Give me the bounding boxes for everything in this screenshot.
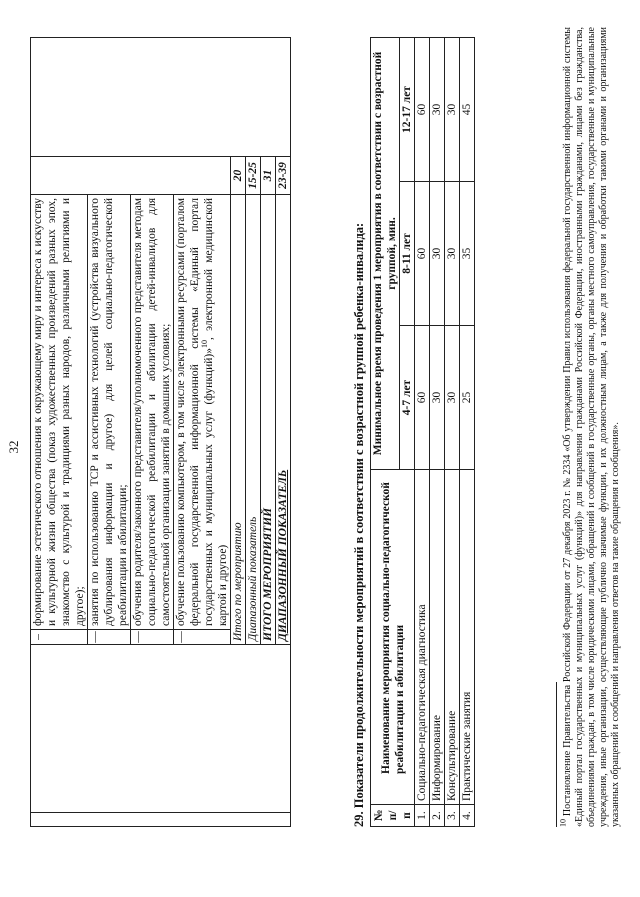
summary-value: 23-39 (276, 157, 291, 195)
num-header: № п/п (371, 805, 415, 827)
footnote-divider (556, 682, 557, 827)
summary-label: Диапазонный показатель (246, 195, 261, 645)
row-value: 35 (460, 182, 475, 326)
row-value: 30 (445, 182, 460, 326)
row-name: Практические занятия (460, 470, 475, 805)
table-cell (31, 157, 231, 195)
list-item-text: обучение пользованию компьютером, в том числе электронными ресурсами (порталом федеральной государственной информационной системы «Единый портал государственных и муниципальных услуг (функций)» (175, 198, 215, 626)
age-group-header: 12-17 лет (400, 38, 415, 182)
row-value: 60 (415, 182, 430, 326)
row-name: Социально-педагогическая диагностика (415, 470, 430, 805)
table-row (460, 38, 475, 827)
list-item: обучения родителя/законного представителя/уполномоченного представителя методам социально-педагогической реабилитации и абилитации детей-инвалидов для самостоятельной организации занятий в домашних условиях; (131, 195, 174, 630)
table-row (445, 38, 460, 827)
list-item-text-after: , электронной медицинской картой и другое) (203, 198, 229, 626)
footnote-reference: 10 (200, 340, 210, 349)
table-row (31, 38, 88, 827)
table-row (415, 38, 430, 827)
age-group-header: 8-11 лет (400, 182, 415, 326)
row-value: 30 (445, 326, 460, 470)
summary-label: ДИАПАЗОННЫЙ ПОКАЗАТЕЛЬ (276, 195, 291, 645)
row-value: 25 (460, 326, 475, 470)
list-item: занятия по использованию ТСР и ассистивных технологий (устройства визуального дублирования информации и другое) для целей социально-педагогической реабилитации и абилитации; (88, 195, 131, 630)
row-value: 60 (415, 38, 430, 182)
name-header: Наименование мероприятия социально-педагогической реабилитации и абилитации (371, 470, 415, 805)
footnote-text: Постановление Правительства Российской Федерации от 27 декабря 2023 г. № 2334 «Об утверждении Правил использования федеральной государственной информационной системы «Единый портал государственных и муниципальных услуг (функций)» для направления гражданами Российской Федерации, иностранными гражданами, лицами без гражданства, объединениями граждан, в том числе юридическими лицами, обращений и сообщений в государственные органы, органы местного самоуправления, государственные и муниципальные учреждения, иные организации, осуществляющие публично значимые функции, и их должностным лицам, а также для получения и обработки такими органами и организациями указанных обращений и сообщений и направления ответов на такие обращения и сообщения». (562, 27, 621, 827)
list-dash: — (131, 630, 174, 645)
footnote-mark: 10 (558, 819, 568, 827)
row-value: 30 (430, 182, 445, 326)
summary-value: 31 (261, 157, 276, 195)
row-name: Консультирование (445, 470, 460, 805)
summary-value: 20 (231, 157, 246, 195)
table-cell (31, 645, 291, 813)
row-value: 30 (445, 38, 460, 182)
summary-label: Итого по мероприятию (231, 195, 246, 645)
row-number: 1. (415, 805, 430, 827)
footnote (558, 27, 622, 827)
summary-value: 15-25 (246, 157, 261, 195)
page-number: 32 (6, 440, 21, 454)
list-item: формирование эстетического отношения к окружающему миру и интереса к искусству и культурной жизни общества (показ художественных произведений разных эпох, знакомство с культурой и традициями разных народов, различными религиями и другое); (31, 195, 88, 630)
age-group-header: 4-7 лет (400, 326, 415, 470)
row-number: 3. (445, 805, 460, 827)
list-dash: – (31, 630, 88, 645)
time-header: Минимальное время проведения 1 мероприятия в соответствии с возрастной группой, мин. (371, 38, 400, 470)
row-number: 2. (430, 805, 445, 827)
list-dash: — (88, 630, 131, 645)
row-value: 30 (430, 38, 445, 182)
row-value: 30 (430, 326, 445, 470)
row-value: 45 (460, 38, 475, 182)
duration-table (370, 37, 475, 827)
list-dash: — (174, 630, 231, 645)
table-header-row (371, 38, 400, 827)
row-value: 60 (415, 326, 430, 470)
summary-label: ИТОГО МЕРОПРИЯТИЙ (261, 195, 276, 645)
table-row (430, 38, 445, 827)
table-cell (31, 38, 291, 157)
upper-table (30, 37, 291, 827)
list-item (174, 195, 231, 630)
row-number: 4. (460, 805, 475, 827)
section-title: 29. Показатели продолжительности мероприятий в соответствии с возрастной группой ребенка-инвалида: (352, 222, 366, 827)
row-name: Информирование (430, 470, 445, 805)
table-cell (31, 813, 291, 827)
